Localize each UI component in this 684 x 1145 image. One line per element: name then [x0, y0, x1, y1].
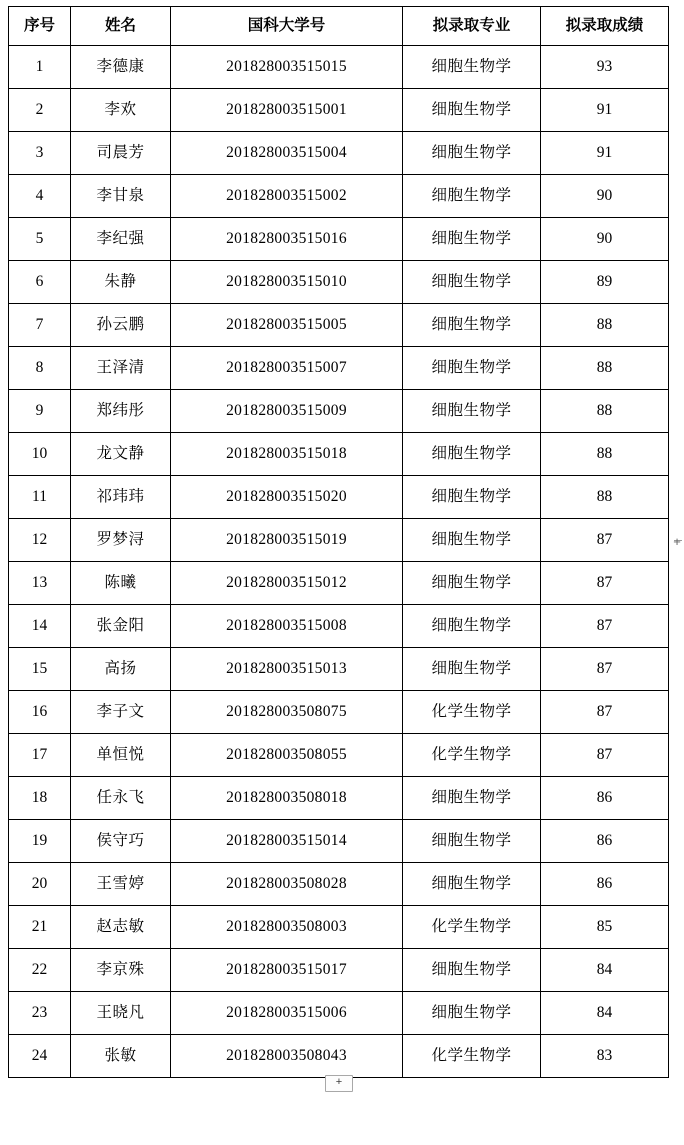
cell-index: 3	[9, 132, 71, 175]
cell-index: 23	[9, 992, 71, 1035]
cell-index: 13	[9, 562, 71, 605]
cell-major: 细胞生物学	[403, 433, 541, 476]
cell-major: 细胞生物学	[403, 46, 541, 89]
cell-name: 任永飞	[71, 777, 171, 820]
cell-major: 细胞生物学	[403, 261, 541, 304]
column-header-score: 拟录取成绩	[541, 7, 669, 46]
column-header-name: 姓名	[71, 7, 171, 46]
cell-name: 王泽清	[71, 347, 171, 390]
column-header-student-id: 国科大学号	[171, 7, 403, 46]
cell-student-id: 201828003515019	[171, 519, 403, 562]
table-row	[9, 863, 669, 906]
cell-major: 细胞生物学	[403, 390, 541, 433]
cell-index: 16	[9, 691, 71, 734]
table-row	[9, 691, 669, 734]
table-row	[9, 605, 669, 648]
cell-index: 1	[9, 46, 71, 89]
cell-index: 8	[9, 347, 71, 390]
table-row	[9, 132, 669, 175]
cell-major: 细胞生物学	[403, 175, 541, 218]
cell-major: 化学生物学	[403, 691, 541, 734]
cell-student-id: 201828003508028	[171, 863, 403, 906]
cell-index: 14	[9, 605, 71, 648]
table-row	[9, 46, 669, 89]
cell-student-id: 201828003515008	[171, 605, 403, 648]
cell-major: 细胞生物学	[403, 89, 541, 132]
cell-score: 90	[541, 218, 669, 261]
cell-student-id: 201828003508003	[171, 906, 403, 949]
cell-name: 陈曦	[71, 562, 171, 605]
cell-major: 细胞生物学	[403, 218, 541, 261]
cell-major: 细胞生物学	[403, 132, 541, 175]
table-row	[9, 476, 669, 519]
cell-index: 21	[9, 906, 71, 949]
cell-major: 细胞生物学	[403, 605, 541, 648]
cell-name: 高扬	[71, 648, 171, 691]
cell-major: 化学生物学	[403, 1035, 541, 1078]
cell-index: 18	[9, 777, 71, 820]
cell-name: 郑纬彤	[71, 390, 171, 433]
cell-score: 84	[541, 949, 669, 992]
cell-score: 87	[541, 605, 669, 648]
table-row	[9, 734, 669, 777]
cell-student-id: 201828003515016	[171, 218, 403, 261]
cell-student-id: 201828003515002	[171, 175, 403, 218]
cell-score: 89	[541, 261, 669, 304]
table-row	[9, 906, 669, 949]
cell-student-id: 201828003508075	[171, 691, 403, 734]
cell-name: 龙文静	[71, 433, 171, 476]
cell-major: 细胞生物学	[403, 949, 541, 992]
cell-student-id: 201828003508018	[171, 777, 403, 820]
cell-score: 91	[541, 132, 669, 175]
cell-index: 24	[9, 1035, 71, 1078]
cell-index: 6	[9, 261, 71, 304]
table-row	[9, 820, 669, 863]
cell-student-id: 201828003515018	[171, 433, 403, 476]
document-page	[0, 6, 684, 1145]
table-row	[9, 992, 669, 1035]
cell-student-id: 201828003515005	[171, 304, 403, 347]
cell-major: 细胞生物学	[403, 562, 541, 605]
table-row	[9, 777, 669, 820]
cell-major: 细胞生物学	[403, 347, 541, 390]
table-header-row	[9, 7, 669, 46]
cell-name: 罗梦浔	[71, 519, 171, 562]
cell-name: 朱静	[71, 261, 171, 304]
cell-score: 87	[541, 734, 669, 777]
cell-name: 司晨芳	[71, 132, 171, 175]
cell-student-id: 201828003508043	[171, 1035, 403, 1078]
cell-name: 祁玮玮	[71, 476, 171, 519]
cell-name: 侯守巧	[71, 820, 171, 863]
cell-score: 83	[541, 1035, 669, 1078]
cell-name: 李子文	[71, 691, 171, 734]
table-row	[9, 949, 669, 992]
cell-student-id: 201828003515020	[171, 476, 403, 519]
cell-index: 20	[9, 863, 71, 906]
cell-score: 91	[541, 89, 669, 132]
table-row	[9, 218, 669, 261]
table-row	[9, 390, 669, 433]
cell-score: 93	[541, 46, 669, 89]
cell-student-id: 201828003515015	[171, 46, 403, 89]
table-row	[9, 519, 669, 562]
cell-major: 细胞生物学	[403, 992, 541, 1035]
cell-index: 5	[9, 218, 71, 261]
cell-major: 细胞生物学	[403, 863, 541, 906]
cell-score: 85	[541, 906, 669, 949]
column-header-index: 序号	[9, 7, 71, 46]
cell-student-id: 201828003515012	[171, 562, 403, 605]
cell-name: 王晓凡	[71, 992, 171, 1035]
admission-table	[8, 6, 669, 1078]
cell-index: 19	[9, 820, 71, 863]
cell-major: 细胞生物学	[403, 304, 541, 347]
cell-index: 12	[9, 519, 71, 562]
cell-index: 22	[9, 949, 71, 992]
cell-name: 李甘泉	[71, 175, 171, 218]
cell-score: 86	[541, 777, 669, 820]
table-row	[9, 433, 669, 476]
cell-student-id: 201828003515013	[171, 648, 403, 691]
cell-major: 细胞生物学	[403, 820, 541, 863]
cell-student-id: 201828003515006	[171, 992, 403, 1035]
table-row	[9, 304, 669, 347]
cell-name: 李京殊	[71, 949, 171, 992]
cell-major: 细胞生物学	[403, 648, 541, 691]
cell-student-id: 201828003508055	[171, 734, 403, 777]
column-header-major: 拟录取专业	[403, 7, 541, 46]
cell-name: 赵志敏	[71, 906, 171, 949]
cell-score: 88	[541, 347, 669, 390]
table-body	[9, 46, 669, 1078]
table-row	[9, 562, 669, 605]
cell-student-id: 201828003515014	[171, 820, 403, 863]
cell-student-id: 201828003515007	[171, 347, 403, 390]
table-row	[9, 89, 669, 132]
table-row	[9, 347, 669, 390]
table-row	[9, 175, 669, 218]
cell-index: 15	[9, 648, 71, 691]
cell-score: 90	[541, 175, 669, 218]
cell-major: 化学生物学	[403, 906, 541, 949]
table-row	[9, 648, 669, 691]
cell-name: 李德康	[71, 46, 171, 89]
cell-name: 李纪强	[71, 218, 171, 261]
cell-score: 86	[541, 820, 669, 863]
table-header	[9, 7, 669, 46]
cell-score: 87	[541, 519, 669, 562]
cell-name: 王雪婷	[71, 863, 171, 906]
cell-index: 10	[9, 433, 71, 476]
cell-index: 11	[9, 476, 71, 519]
cell-index: 4	[9, 175, 71, 218]
cell-student-id: 201828003515010	[171, 261, 403, 304]
cell-name: 张金阳	[71, 605, 171, 648]
cell-student-id: 201828003515001	[171, 89, 403, 132]
table-insert-column-handle[interactable]: +	[673, 534, 681, 549]
cell-student-id: 201828003515009	[171, 390, 403, 433]
cell-index: 7	[9, 304, 71, 347]
cell-major: 细胞生物学	[403, 777, 541, 820]
table-row	[9, 1035, 669, 1078]
cell-score: 87	[541, 648, 669, 691]
cell-score: 84	[541, 992, 669, 1035]
cell-index: 17	[9, 734, 71, 777]
cell-score: 88	[541, 476, 669, 519]
cell-score: 86	[541, 863, 669, 906]
cell-name: 孙云鹏	[71, 304, 171, 347]
table-add-row-button[interactable]: +	[325, 1075, 353, 1092]
cell-score: 88	[541, 390, 669, 433]
cell-score: 87	[541, 691, 669, 734]
cell-major: 细胞生物学	[403, 476, 541, 519]
cell-score: 88	[541, 304, 669, 347]
cell-major: 化学生物学	[403, 734, 541, 777]
cell-name: 张敏	[71, 1035, 171, 1078]
cell-name: 单恒悦	[71, 734, 171, 777]
cell-index: 9	[9, 390, 71, 433]
cell-score: 87	[541, 562, 669, 605]
cell-student-id: 201828003515017	[171, 949, 403, 992]
cell-name: 李欢	[71, 89, 171, 132]
cell-index: 2	[9, 89, 71, 132]
cell-student-id: 201828003515004	[171, 132, 403, 175]
cell-major: 细胞生物学	[403, 519, 541, 562]
table-row	[9, 261, 669, 304]
cell-score: 88	[541, 433, 669, 476]
